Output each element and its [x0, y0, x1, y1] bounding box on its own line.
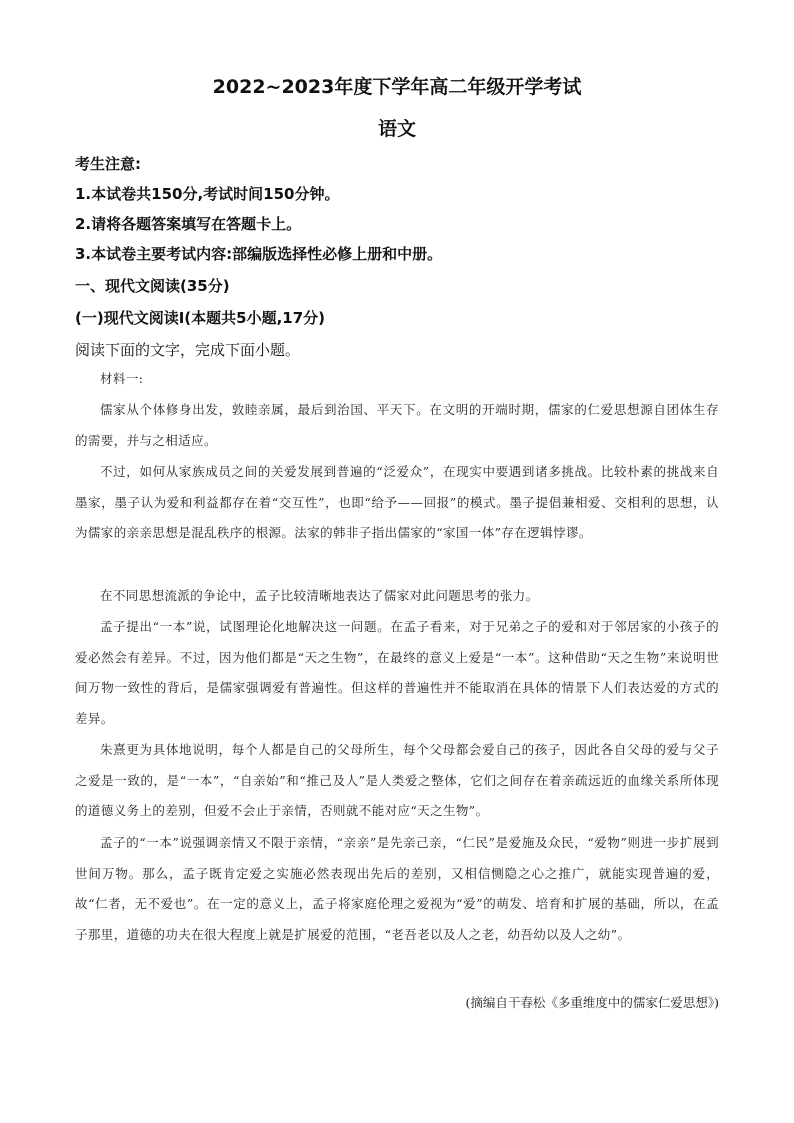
section-title: 一、现代文阅读(35分) — [75, 277, 230, 295]
material-paragraph-4: 孟子提出“一本”说，试图理论化地解决这一问题。在孟子看来，对于兄弟之子的爱和对于邻居家的小孩子的爱必然会有差异。不过，因为他们都是“天之生物”，在最终的意义上爱是“一本”。这种借助“天之生物”来说明世间万物一致性的背后，是儒家强调爱有普遍性。但这样的普遍性并不能取消在具体的情景下人们表达爱的方式的差异。 — [75, 619, 719, 727]
section-instruction: 阅读下面的文字，完成下面小题。 — [75, 341, 301, 359]
material-paragraph-3: 在不同思想流派的争论中，孟子比较清晰地表达了儒家对此问题思考的张力。 — [100, 588, 539, 603]
exam-title: 2022~2023年度下学年高二年级开学考试 — [212, 76, 582, 98]
notice-item-1: 1.本试卷共150分,考试时间150分钟。 — [75, 185, 340, 203]
material-paragraph-5: 朱熹更为具体地说明，每个人都是自己的父母所生，每个父母都会爱自己的孩子，因此各自父母的爱与父子之爱是一致的，是“一本”，“自亲始”和“推己及人”是人类爱之整体，它们之间存在着亲疏远近的血缘关系所体现的道德义务上的差别，但爱不会止于亲情，否则就不能对应“天之生物”。 — [75, 742, 719, 819]
material-paragraph-2: 不过，如何从家族成员之间的关爱发展到普遍的“泛爱众”，在现实中要遇到诸多挑战。比较朴素的挑战来自墨家，墨子认为爱和利益都存在着“交互性”，也即“给予——回报”的模式。墨子提倡兼相爱、交相利的思想，认为儒家的亲亲思想是混乱秩序的根源。法家的韩非子指出儒家的“家国一体”存在逻辑悖谬。 — [75, 464, 719, 541]
notice-heading: 考生注意: — [75, 155, 141, 173]
section-subtitle: (一)现代文阅读Ⅰ(本题共5小题,17分) — [75, 309, 326, 327]
material-source: (摘编自干春松《多重维度中的儒家仁爱思想》) — [465, 995, 719, 1010]
material-paragraph-6: 孟子的“一本”说强调亲情又不限于亲情，“亲亲”是先亲己亲，“仁民”是爱施及众民，“爱物”则进一步扩展到世间万物。那么，孟子既肯定爱之实施必然表现出先后的差别，又相信恻隐之心之推广，就能实现普遍的爱，故“仁者，无不爱也”。在一定的意义上，孟子将家庭伦理之爱视为“爱”的萌发、培育和扩展的基础，所以，在孟子那里，道德的功夫在很大程度上就是扩展爱的范围，“老吾老以及人之老，幼吾幼以及人之幼”。 — [75, 835, 719, 943]
material-label: 材料一: — [100, 371, 144, 386]
notice-item-2: 2.请将各题答案填写在答题卡上。 — [75, 215, 302, 233]
notice-item-3: 3.本试卷主要考试内容:部编版选择性必修上册和中册。 — [75, 245, 443, 263]
subject-title: 语文 — [377, 118, 416, 140]
material-paragraph-1: 儒家从个体修身出发，敦睦亲属，最后到治国、平天下。在文明的开端时期，儒家的仁爱思想源自团体生存的需要，并与之相适应。 — [75, 402, 719, 448]
